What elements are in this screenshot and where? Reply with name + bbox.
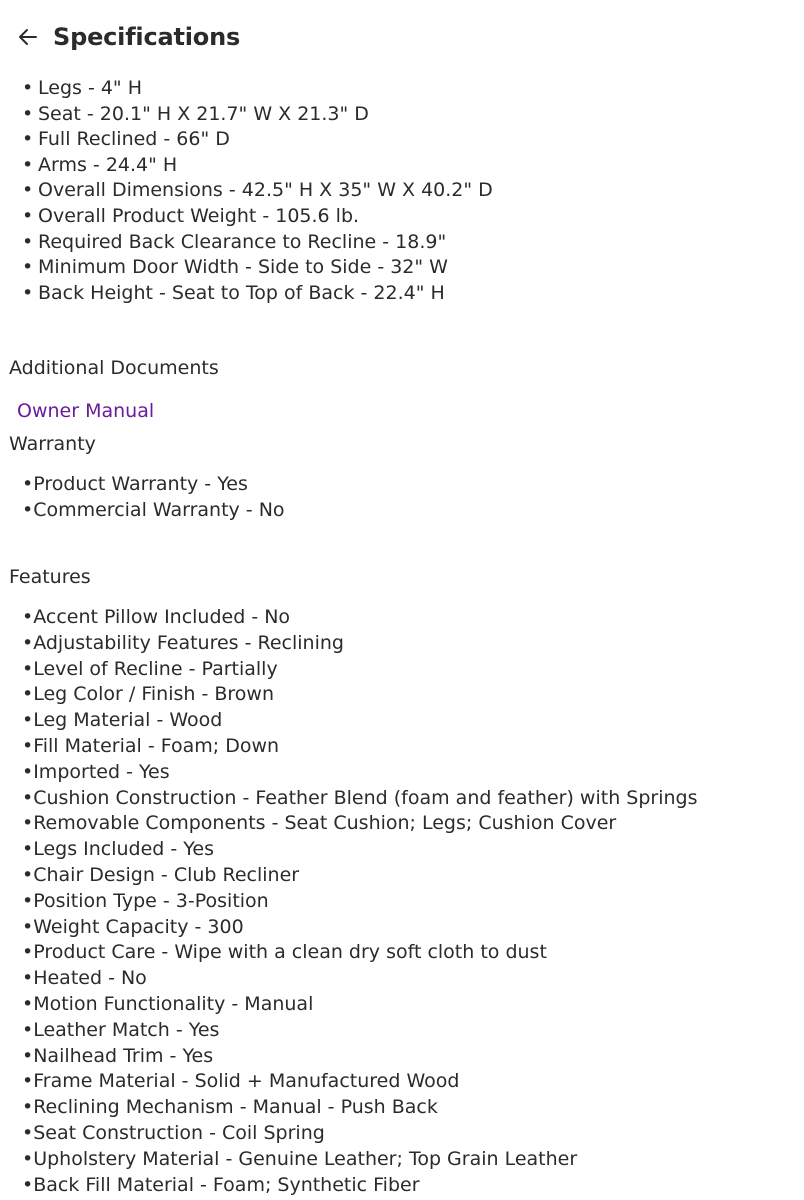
owner-manual-link[interactable]: Owner Manual — [17, 400, 155, 422]
list-item: •Frame Material - Solid + Manufactured Wood — [22, 1070, 460, 1093]
list-item: •Legs Included - Yes — [22, 838, 214, 861]
list-item: •Imported - Yes — [22, 760, 170, 783]
list-item: •Heated - No — [22, 967, 147, 990]
list-item: •Cushion Construction - Feather Blend (foam and feather) with Springs — [22, 786, 698, 809]
list-item: • Back Height - Seat to Top of Back - 22.4" H — [22, 281, 493, 307]
page-title: Specifications — [53, 23, 241, 51]
list-item: •Seat Construction - Coil Spring — [22, 1121, 325, 1144]
list-item: • Arms - 24.4" H — [22, 153, 493, 179]
features-heading: Features — [9, 566, 91, 588]
list-item: •Back Fill Material - Foam; Synthetic Fiber — [22, 1173, 420, 1196]
list-item: •Leg Color / Finish - Brown — [22, 683, 274, 706]
list-item: •Leg Material - Wood — [22, 709, 223, 732]
list-item: • Overall Product Weight - 105.6 lb. — [22, 204, 493, 230]
list-item: •Motion Functionality - Manual — [22, 992, 314, 1015]
bullet-icon: • — [22, 153, 34, 176]
arrow-left-icon — [18, 28, 38, 46]
list-item: • Seat - 20.1" H X 21.7" W X 21.3" D — [22, 102, 493, 128]
bullet-icon: • — [22, 77, 34, 99]
warranty-list — [22, 472, 285, 524]
list-item: •Nailhead Trim - Yes — [22, 1044, 214, 1067]
warranty-heading: Warranty — [9, 433, 96, 455]
list-item: •Product Care - Wipe with a clean dry soft cloth to dust — [22, 941, 547, 964]
list-item: •Level of Recline - Partially — [22, 657, 278, 680]
list-item: •Accent Pillow Included - No — [22, 606, 291, 628]
list-item: •Weight Capacity - 300 — [22, 915, 244, 938]
list-item: • Full Reclined - 66" D — [22, 127, 493, 153]
list-item: •Reclining Mechanism - Manual - Push Back — [22, 1096, 438, 1119]
list-item: • Overall Dimensions - 42.5" H X 35" W X 40.2" D — [22, 178, 493, 204]
list-item: •Upholstery Material - Genuine Leather; Top Grain Leather — [22, 1147, 578, 1170]
list-item: •Position Type - 3-Position — [22, 889, 269, 912]
bullet-icon: • — [22, 256, 34, 279]
list-item: •Fill Material - Foam; Down — [22, 734, 280, 757]
back-button[interactable] — [18, 19, 46, 55]
list-item: •Chair Design - Club Recliner — [22, 863, 300, 886]
list-item: •Adjustability Features - Reclining — [22, 631, 344, 654]
bullet-icon: • — [22, 179, 34, 202]
list-item: • Legs - 4" H — [22, 76, 493, 102]
dimensions-list — [22, 76, 493, 306]
bullet-icon: • — [22, 230, 34, 253]
additional-documents-heading: Additional Documents — [9, 357, 219, 379]
bullet-icon: • — [22, 281, 34, 304]
list-item: •Leather Match - Yes — [22, 1018, 220, 1041]
list-item: •Commercial Warranty - No — [22, 498, 285, 521]
list-item: • Minimum Door Width - Side to Side - 32" W — [22, 255, 493, 281]
page-header — [18, 19, 240, 55]
bullet-icon: • — [22, 128, 34, 151]
list-item: •Removable Components - Seat Cushion; Legs; Cushion Cover — [22, 812, 617, 835]
list-item: •Product Warranty - Yes — [22, 473, 248, 495]
list-item: • Required Back Clearance to Recline - 18.9" — [22, 230, 493, 256]
bullet-icon: • — [22, 204, 34, 227]
features-list — [22, 605, 697, 1198]
bullet-icon: • — [22, 102, 34, 125]
